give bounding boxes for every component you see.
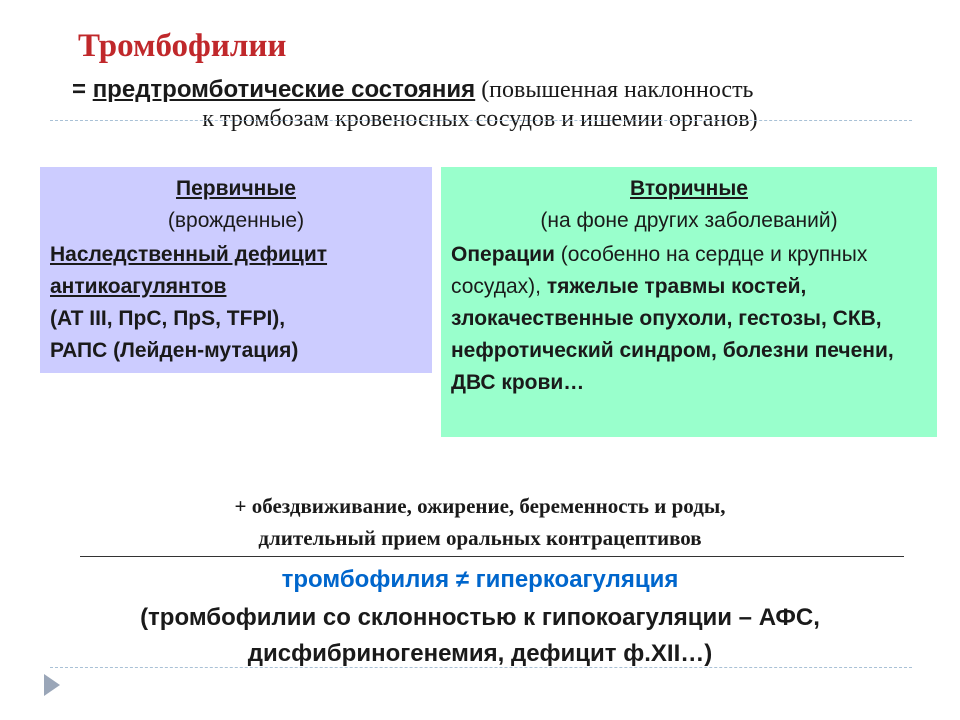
subtitle-eq: = — [72, 76, 93, 103]
secondary-t1: (особенно на сердце и крупных сосудах), — [451, 243, 868, 298]
primary-heading: Первичные — [176, 177, 296, 200]
expl-line1: (тромбофилии со склонностью к гипокоагуляции – АФС, — [140, 604, 820, 631]
divider-middle — [80, 556, 904, 557]
divider-top — [50, 120, 912, 121]
secondary-b1: Операции — [451, 243, 555, 266]
secondary-box — [441, 167, 937, 437]
primary-sub: (врожденные) — [167, 209, 305, 232]
thrombophilia-statement: тромбофилия ≠ гиперкоагуляция — [281, 566, 679, 593]
triangle-right-icon[interactable] — [44, 674, 60, 696]
primary-box — [40, 167, 432, 373]
divider-bottom — [50, 667, 912, 668]
primary-line2: (AT III, ПрС, ПрS, TFPI), — [50, 307, 286, 330]
subtitle-term: предтромботические состояния — [92, 76, 476, 103]
subtitle-line-1 — [72, 76, 754, 104]
extra-line2: длительный прием оральных контрацептивов — [258, 526, 702, 550]
expl-line2: дисфибриногенемия, дефицит ф.XII…) — [247, 640, 713, 667]
secondary-sub: (на фоне других заболеваний) — [540, 209, 838, 232]
page-title: Тромбофилии — [78, 28, 287, 64]
primary-line3: РАПС (Лейден-мутация) — [50, 339, 299, 362]
subtitle-paren-start: (повышенная наклонность — [475, 77, 754, 103]
primary-body — [50, 239, 422, 367]
primary-line1: Наследственный дефицит антикоагулянтов — [50, 243, 328, 298]
subtitle-line-2: к тромбозам кровеносных сосудов и ишемии органов) — [202, 106, 758, 132]
extra-line1: + обездвиживание, ожирение, беременность и роды, — [234, 494, 726, 518]
secondary-body — [451, 239, 927, 399]
secondary-b2: тяжелые травмы костей, злокачественные опухоли, гестозы, СКВ, нефротический синдром, болезни печени, ДВС крови… — [451, 275, 894, 394]
thrombophilia-explanation — [0, 600, 960, 672]
secondary-heading: Вторичные — [630, 177, 748, 200]
additional-factors — [0, 490, 960, 554]
